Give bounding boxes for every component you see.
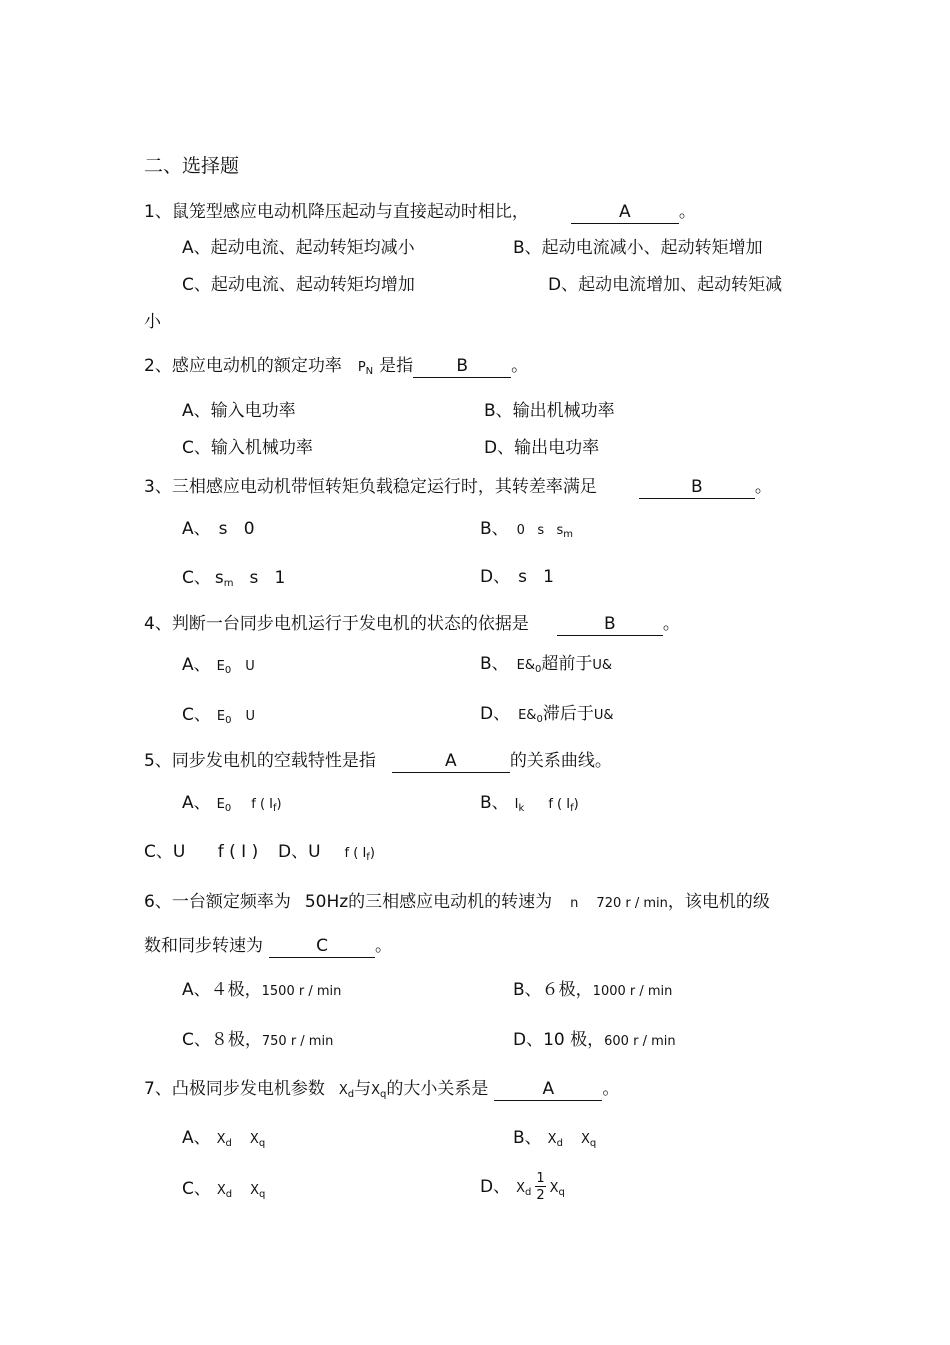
question-5-answer: A bbox=[392, 752, 510, 773]
question-7-text-post: 的大小关系是 bbox=[386, 1079, 489, 1099]
question-6-text-mid: 的三相感应电动机的转速为 bbox=[348, 892, 553, 912]
question-4-stem bbox=[144, 615, 680, 636]
question-7-answer: A bbox=[494, 1080, 602, 1101]
option-label: C、 bbox=[182, 568, 211, 588]
question-4-answer: B bbox=[557, 615, 663, 636]
fraction-numerator: 1 bbox=[536, 1171, 545, 1186]
question-6-option-a bbox=[182, 982, 341, 999]
question-2-stem bbox=[144, 357, 528, 378]
option-expression: U f ( I ) bbox=[172, 842, 259, 862]
question-3-answer: B bbox=[639, 478, 755, 499]
speed-value: 720 r / min bbox=[596, 896, 668, 911]
emf-subscript: 0 bbox=[224, 665, 232, 676]
function-expression: f ( I bbox=[548, 797, 571, 812]
option-label: C、８极， bbox=[182, 1030, 262, 1050]
question-1-option-b: B、起动电流减小、起动转矩增加 bbox=[513, 238, 763, 258]
question-6-end: 。 bbox=[375, 936, 392, 956]
x-symbol: X bbox=[516, 1181, 525, 1196]
question-3-option-d bbox=[480, 569, 554, 586]
question-7-stem bbox=[144, 1080, 619, 1101]
option-label: D、 bbox=[278, 842, 309, 862]
option-expression: s 0 bbox=[218, 519, 255, 539]
option-speed: 750 r / min bbox=[261, 1034, 334, 1049]
option-text: 超前于 bbox=[541, 654, 593, 674]
question-2-option-a: A、输入电功率 bbox=[182, 401, 296, 421]
option-label: D、 bbox=[480, 704, 511, 724]
option-label: D、 bbox=[480, 567, 511, 587]
question-3-option-c bbox=[182, 570, 285, 589]
question-5-option-d bbox=[278, 844, 375, 863]
function-close: ) bbox=[276, 797, 282, 812]
question-4-option-a bbox=[182, 657, 255, 676]
question-1-option-d: D、起动电流增加、起动转矩减 bbox=[548, 275, 783, 295]
option-text: 滞后于 bbox=[542, 704, 594, 724]
question-1-option-a: A、起动电流、起动转矩均减小 bbox=[182, 238, 415, 258]
question-5-option-c bbox=[144, 844, 258, 861]
question-3-text: 3、三相感应电动机带恒转矩负载稳定运行时，其转差率满足 bbox=[144, 477, 597, 497]
question-1-option-c: C、起动电流、起动转矩均增加 bbox=[182, 275, 415, 295]
current-symbol: I bbox=[514, 797, 519, 812]
function-close: ) bbox=[573, 797, 579, 812]
question-7-text: 7、凸极同步发电机参数 bbox=[144, 1079, 325, 1099]
x-symbol: X bbox=[216, 1183, 226, 1198]
question-6-text-line2: 数和同步转速为 bbox=[144, 936, 263, 956]
question-3-option-a bbox=[182, 521, 255, 538]
x-symbol: X bbox=[216, 1132, 226, 1147]
q-subscript: q bbox=[259, 1189, 266, 1200]
option-label: D、 bbox=[480, 1177, 511, 1197]
function-expression: f ( I bbox=[344, 846, 367, 861]
question-6-stem-line2 bbox=[144, 937, 392, 958]
option-subscript: m bbox=[563, 529, 574, 540]
voltage-symbol: U bbox=[245, 709, 255, 724]
d-subscript: d bbox=[225, 1138, 232, 1149]
emf-phasor-symbol: E& bbox=[518, 708, 537, 723]
question-2-answer: B bbox=[413, 357, 511, 378]
question-6-option-c bbox=[182, 1032, 333, 1049]
voltage-symbol: U bbox=[308, 842, 321, 862]
question-7-option-c bbox=[182, 1181, 265, 1200]
option-speed: 1000 r / min bbox=[592, 984, 673, 999]
question-7-text-mid: 与 bbox=[354, 1079, 372, 1099]
question-2-end: 。 bbox=[511, 356, 529, 376]
question-1-option-d-wrap: 小 bbox=[144, 312, 161, 332]
option-label: B、 bbox=[513, 1128, 542, 1148]
function-subscript: f bbox=[570, 803, 574, 814]
option-label: C、 bbox=[144, 842, 173, 862]
question-6-option-d bbox=[513, 1032, 676, 1049]
xq-symbol: X bbox=[371, 1083, 380, 1098]
question-1-text: 1、鼠笼型感应电动机降压起动与直接起动时相比， bbox=[144, 202, 529, 222]
rated-power-symbol: P bbox=[357, 360, 366, 375]
d-subscript: d bbox=[225, 1189, 233, 1200]
voltage-symbol: U bbox=[245, 659, 255, 674]
function-close: ) bbox=[369, 846, 375, 861]
question-2-option-c: C、输入机械功率 bbox=[182, 438, 313, 458]
option-expression: 0 s s bbox=[516, 523, 564, 538]
emf-subscript: 0 bbox=[225, 715, 232, 726]
section-title: 二、选择题 bbox=[144, 155, 240, 177]
d-subscript: d bbox=[525, 1187, 532, 1198]
option-label: B、 bbox=[480, 654, 509, 674]
question-5-option-a bbox=[182, 795, 282, 814]
question-3-option-b bbox=[480, 521, 573, 540]
rated-power-subscript: N bbox=[365, 366, 374, 377]
question-5-end: 的关系曲线。 bbox=[509, 751, 612, 771]
function-subscript: f bbox=[366, 852, 370, 863]
xd-subscript: d bbox=[347, 1089, 355, 1100]
voltage-phasor-symbol: U& bbox=[592, 658, 613, 673]
fraction-denominator: 2 bbox=[536, 1188, 545, 1203]
x-symbol: X bbox=[249, 1132, 259, 1147]
question-4-option-b bbox=[480, 656, 612, 675]
emf-subscript: 0 bbox=[224, 803, 232, 814]
emf-symbol: E bbox=[216, 709, 226, 724]
option-label: A、 bbox=[182, 793, 211, 813]
question-1-stem bbox=[144, 203, 696, 224]
question-6-stem bbox=[144, 894, 770, 911]
option-label: C、 bbox=[182, 1179, 211, 1199]
emf-symbol: E bbox=[216, 797, 225, 812]
question-3-stem bbox=[144, 478, 772, 499]
option-label: D、10 极， bbox=[513, 1030, 605, 1050]
option-label: B、 bbox=[480, 793, 509, 813]
q-subscript: q bbox=[589, 1138, 597, 1149]
question-6-answer: C bbox=[269, 937, 375, 958]
emf-phasor-symbol: E& bbox=[516, 658, 536, 673]
speed-symbol: n bbox=[570, 896, 579, 911]
question-6-text-post: ，该电机的级 bbox=[667, 892, 770, 912]
question-4-option-d bbox=[480, 706, 613, 725]
question-2-text: 2、感应电动机的额定功率 bbox=[144, 356, 342, 376]
question-6-option-b bbox=[513, 982, 672, 999]
question-4-end: 。 bbox=[662, 614, 680, 634]
question-7-end: 。 bbox=[602, 1079, 620, 1099]
xd-symbol: X bbox=[338, 1083, 348, 1098]
option-speed: 1500 r / min bbox=[261, 984, 342, 999]
question-7-option-a bbox=[182, 1130, 265, 1149]
voltage-phasor-symbol: U& bbox=[593, 708, 614, 723]
option-label: A、 bbox=[182, 655, 211, 675]
question-5-text: 5、同步发电机的空载特性是指 bbox=[144, 751, 376, 771]
d-subscript: d bbox=[556, 1138, 563, 1149]
emf-symbol: E bbox=[216, 659, 225, 674]
rated-frequency: 50Hz bbox=[304, 892, 349, 912]
question-2-option-b: B、输出机械功率 bbox=[484, 401, 615, 421]
x-symbol: X bbox=[580, 1132, 590, 1147]
question-1-end: 。 bbox=[678, 202, 696, 222]
x-symbol: X bbox=[250, 1183, 260, 1198]
option-expression-rest: s 1 bbox=[249, 568, 286, 588]
one-half-fraction bbox=[535, 1172, 545, 1202]
question-5-stem bbox=[144, 752, 612, 773]
question-7-option-b bbox=[513, 1130, 596, 1149]
option-label: C、 bbox=[182, 705, 211, 725]
question-2-option-d: D、输出电功率 bbox=[484, 438, 600, 458]
question-4-text: 4、判断一台同步电机运行于发电机的状态的依据是 bbox=[144, 614, 529, 634]
emf-subscript: 0 bbox=[535, 664, 542, 675]
option-label: B、６极， bbox=[513, 980, 593, 1000]
question-1-answer: A bbox=[571, 203, 679, 224]
option-expression: s bbox=[214, 568, 224, 588]
function-expression: f ( I bbox=[251, 797, 273, 812]
emf-subscript: 0 bbox=[536, 714, 543, 725]
question-2-text-post: 是指 bbox=[379, 356, 414, 376]
x-symbol: X bbox=[547, 1132, 557, 1147]
function-subscript: f bbox=[272, 803, 277, 814]
x-symbol: X bbox=[549, 1181, 559, 1196]
option-expression: s 1 bbox=[518, 567, 554, 587]
question-6-text: 6、一台额定频率为 bbox=[144, 892, 291, 912]
option-label: A、４极， bbox=[182, 980, 262, 1000]
question-5-option-b bbox=[480, 795, 579, 814]
question-4-option-c bbox=[182, 707, 255, 726]
option-subscript: m bbox=[223, 578, 234, 589]
option-label: A、 bbox=[182, 519, 211, 539]
option-label: B、 bbox=[480, 519, 509, 539]
question-7-option-d bbox=[480, 1172, 565, 1202]
xq-subscript: q bbox=[380, 1089, 387, 1100]
q-subscript: q bbox=[258, 1138, 266, 1149]
current-subscript: k bbox=[518, 803, 525, 814]
option-speed: 600 r / min bbox=[604, 1034, 676, 1049]
question-3-end: 。 bbox=[754, 477, 772, 497]
q-subscript: q bbox=[558, 1187, 565, 1198]
option-label: A、 bbox=[182, 1128, 211, 1148]
